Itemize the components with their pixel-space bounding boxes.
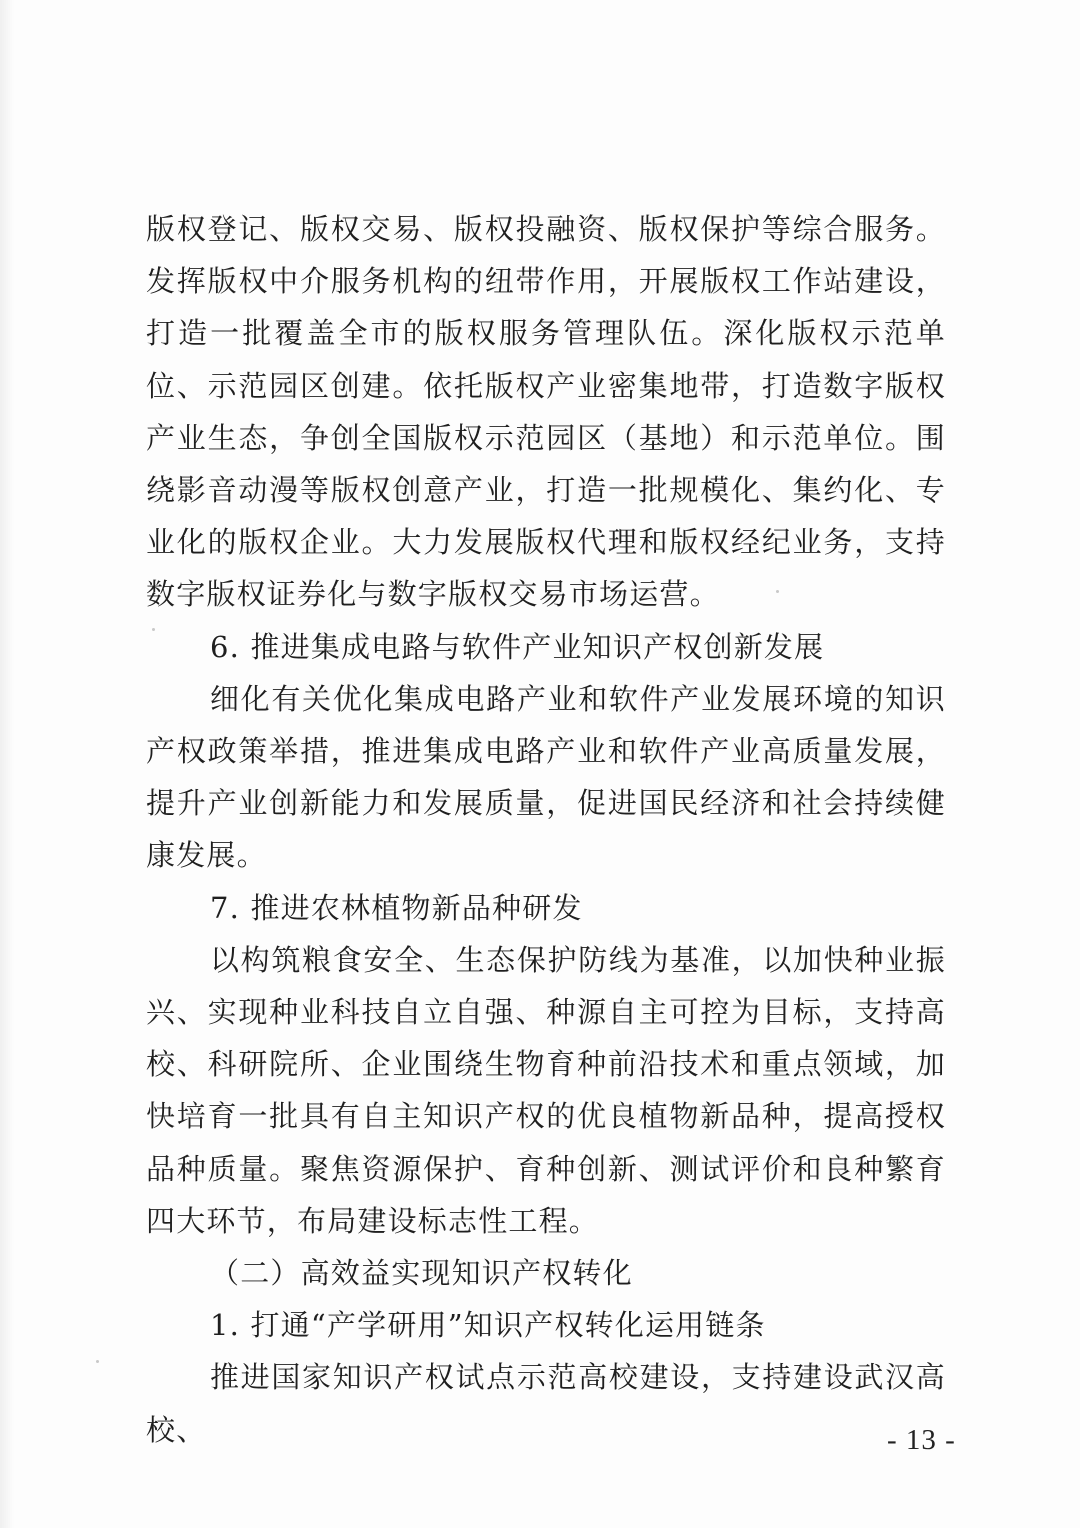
heading-integrated-circuit-software: 6. 推进集成电路与软件产业知识产权创新发展 xyxy=(210,629,825,664)
paragraph-pilot-universities: 推进国家知识产权试点示范高校建设，支持建设武汉高校、 xyxy=(146,1360,946,1447)
scan-speck xyxy=(776,590,779,593)
document-body xyxy=(146,203,946,1456)
scan-speck xyxy=(96,1360,99,1363)
paragraph-plant-variety-breeding: 以构筑粮食安全、生态保护防线为基准，以加快种业振兴、实现种业科技自立自强、种源自主可控为目标，支持高校、科研院所、企业围绕生物育种前沿技术和重点领域，加快培育一批具有自主知识产权的优良植物新品种，提高授权品种质量。聚焦资源保护、育种创新、测试评价和良种繁育四大环节，布局建设标志性工程。 xyxy=(146,942,946,1238)
scan-speck xyxy=(152,628,155,631)
paragraph-copyright-services: 版权登记、版权交易、版权投融资、版权保护等综合服务。发挥版权中介服务机构的纽带作用，开展版权工作站建设，打造一批覆盖全市的版权服务管理队伍。深化版权示范单位、示范园区创建。依托版权产业密集地带，打造数字版权产业生态，争创全国版权示范园区（基地）和示范单位。围绕影音动漫等版权创意产业，打造一批规模化、集约化、专业化的版权企业。大力发展版权代理和版权经纪业务，支持数字版权证券化与数字版权交易市场运营。 xyxy=(146,212,946,612)
heading-industry-academia-chain: 1. 打通“产学研用”知识产权转化运用链条 xyxy=(210,1308,766,1343)
section-heading-ip-transformation: （二）高效益实现知识产权转化 xyxy=(210,1256,633,1291)
scan-edge-shadow xyxy=(0,0,14,1528)
paragraph-integrated-circuit-policy: 细化有关优化集成电路产业和软件产业发展环境的知识产权政策举措，推进集成电路产业和软件产业高质量发展，提升产业创新能力和发展质量，促进国民经济和社会持续健康发展。 xyxy=(146,681,946,873)
page-number: - 13 - xyxy=(887,1424,956,1456)
heading-plant-variety-research: 7. 推进农林植物新品种研发 xyxy=(210,890,583,925)
